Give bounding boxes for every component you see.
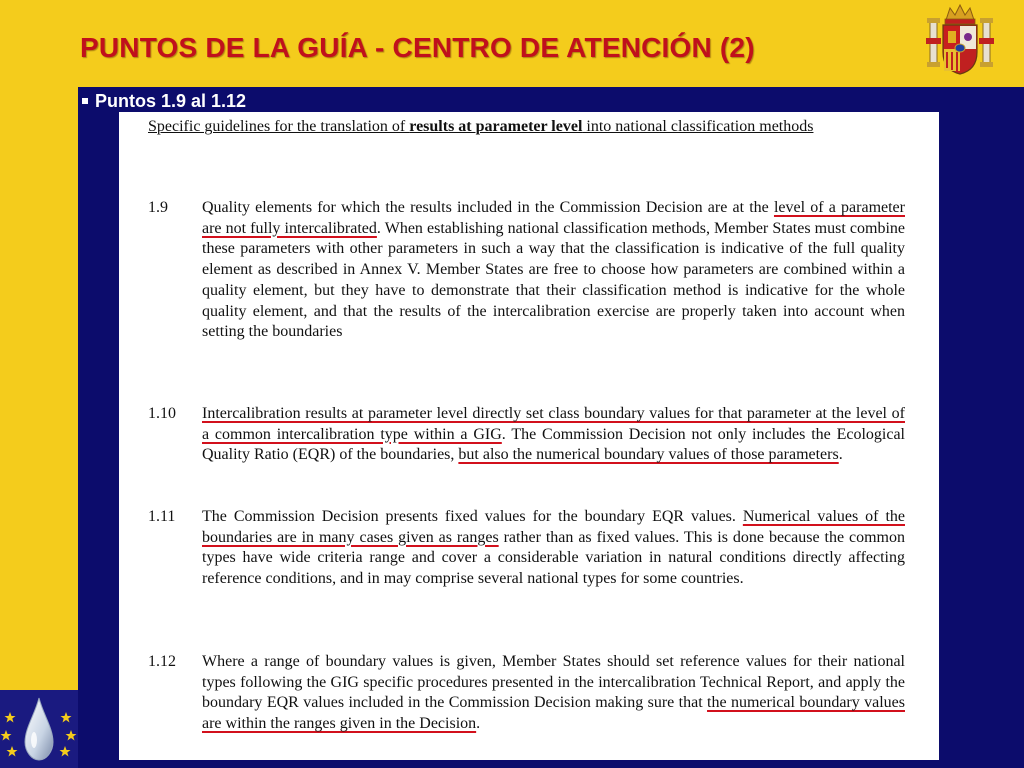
- section-paragraph: [202, 404, 905, 466]
- paragraph-text: Quality elements for which the results included in the Commission Decision are at the: [202, 199, 774, 216]
- document-excerpt: [119, 112, 939, 760]
- highlighted-text: Numerical values of the boundaries are in many cases given as ranges: [202, 508, 905, 546]
- section-number: 1.12: [148, 653, 176, 670]
- bullet-point: [82, 90, 246, 112]
- heading-text-bold: results at parameter level: [409, 118, 583, 135]
- document-heading: [148, 117, 868, 137]
- highlighted-text: level of a parameter are not fully intercalibrated: [202, 199, 905, 237]
- slide-title: PUNTOS DE LA GUÍA - CENTRO DE ATENCIÓN (2): [80, 32, 755, 63]
- bullet-text: Puntos 1.9 al 1.12: [95, 90, 247, 111]
- paragraph-text: The Commission Decision presents fixed values for the boundary EQR values.: [202, 508, 743, 525]
- square-bullet-icon: [82, 98, 88, 104]
- section-paragraph: [202, 198, 905, 343]
- paragraph-text: .: [476, 715, 481, 733]
- section-number: 1.11: [148, 508, 176, 525]
- water-drop-eu-stars-icon: [0, 690, 78, 768]
- paragraph-text: Where a range of boundary values is given, Member States should set reference values for their national types following the GIG specific procedures presented in the intercalibration Technical Report, and apply the boundary EQR values included in the Commission Decision making sure that: [202, 653, 905, 712]
- highlighted-text: but also the numerical boundary values of those parameters: [458, 446, 839, 464]
- section-number: 1.10: [148, 405, 176, 422]
- highlighted-text: the numerical boundary values are within the ranges given in the Decision: [202, 694, 905, 733]
- section-paragraph: [202, 652, 905, 735]
- spain-coat-of-arms-icon: [924, 2, 996, 78]
- paragraph-text: . The Commission Decision not only includes the Ecological Quality Ratio (EQR) of the boundaries,: [202, 425, 905, 464]
- paragraph-text: rather than as fixed values. This is done because the common types have wide criteria range and cover a considerable variation in natural conditions directly affecting reference conditions, and in may comprise several national types for some countries.: [202, 528, 905, 588]
- heading-text-post: into national classification methods: [582, 118, 814, 135]
- paragraph-text: .: [838, 446, 843, 464]
- section-number: 1.9: [148, 199, 168, 216]
- section-paragraph: [202, 507, 905, 590]
- highlighted-text: Intercalibration results at parameter level directly set class boundary values for that parameter at the level of a common intercalibration type within a GIG: [202, 405, 905, 443]
- paragraph-text: . When establishing national classification methods, Member States must combine these parameters with other parameters in such a way that the classification is indicative of the full quality element as described in Annex V. Member States are free to choose how parameters are combined within a quality element, but they have to demonstrate that their classification method is indicative for the whole quality element, and that the results of the intercalibration exercise are properly taken into account when setting the boundaries: [202, 219, 905, 341]
- heading-text-pre: Specific guidelines for the translation of: [148, 118, 410, 135]
